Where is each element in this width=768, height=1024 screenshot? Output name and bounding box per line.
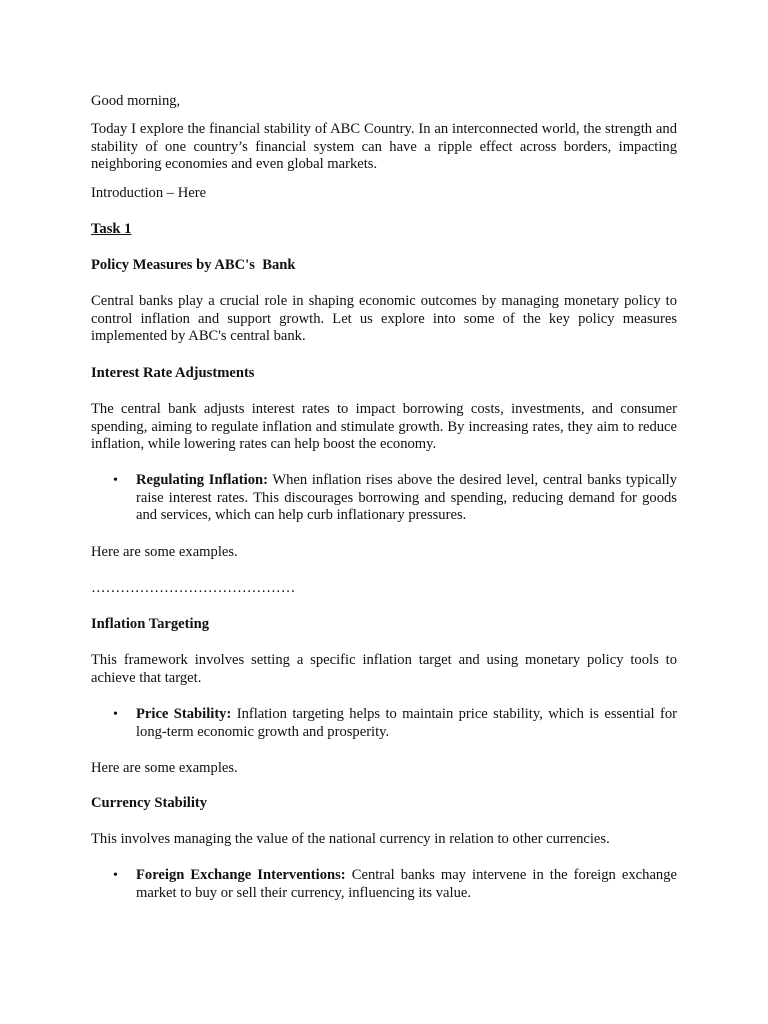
introduction-line: Introduction – Here	[91, 185, 207, 201]
bullet-label: Foreign Exchange Interventions:	[136, 867, 346, 883]
task-heading: Task 1	[91, 221, 132, 237]
inflation-targeting-bullets	[91, 706, 677, 741]
greeting: Good morning,	[91, 93, 181, 109]
section-heading: Policy Measures by ABC's Bank	[91, 257, 296, 273]
section-paragraph: Central banks play a crucial role in shaping economic outcomes by managing monetary policy to control inflation and support growth. Let us explore into some of the key policy measures implemented by ABC's central bank.	[91, 293, 677, 344]
currency-stability-heading: Currency Stability	[91, 795, 208, 811]
bullet-label: Price Stability:	[136, 706, 232, 722]
currency-stability-bullets	[91, 867, 677, 902]
inflation-targeting-paragraph: This framework involves setting a specific inflation target and using monetary policy tools to achieve that target.	[91, 652, 677, 686]
list-item	[91, 472, 677, 525]
bullet-text: Inflation targeting helps to maintain price stability, which is essential for long-term economic growth and prosperity.	[136, 706, 677, 740]
bullet-icon: •	[113, 868, 118, 883]
inflation-targeting-examples: Here are some examples.	[91, 760, 238, 776]
list-item	[91, 867, 677, 902]
bullet-icon: •	[113, 473, 118, 488]
bullet-icon: •	[113, 707, 118, 722]
bullet-text: When inflation rises above the desired level, central banks typically raise interest rates. This discourages borrowing and spending, reducing demand for goods and services, which can help curb inflationary pressures.	[136, 472, 677, 523]
list-item	[91, 706, 677, 741]
interest-rate-examples: Here are some examples.	[91, 544, 238, 560]
interest-rate-heading: Interest Rate Adjustments	[91, 365, 255, 381]
interest-rate-bullets	[91, 472, 677, 525]
interest-rate-paragraph: The central bank adjusts interest rates to impact borrowing costs, investments, and consumer spending, aiming to regulate inflation and stimulate growth. By increasing rates, they aim to reduce inflation, while lowering rates can help boost the economy.	[91, 401, 677, 452]
dotted-separator: ……………………………………	[91, 580, 296, 596]
intro-paragraph: Today I explore the financial stability of ABC Country. In an interconnected world, the strength and stability of one country’s financial system can have a ripple effect across borders, impacting neighboring economies and even global markets.	[91, 121, 677, 172]
inflation-targeting-heading: Inflation Targeting	[91, 616, 209, 632]
bullet-label: Regulating Inflation:	[136, 472, 268, 488]
currency-stability-paragraph: This involves managing the value of the national currency in relation to other currencies.	[91, 831, 610, 847]
bullet-text: Central banks may intervene in the foreign exchange market to buy or sell their currency, influencing its value.	[136, 867, 677, 901]
